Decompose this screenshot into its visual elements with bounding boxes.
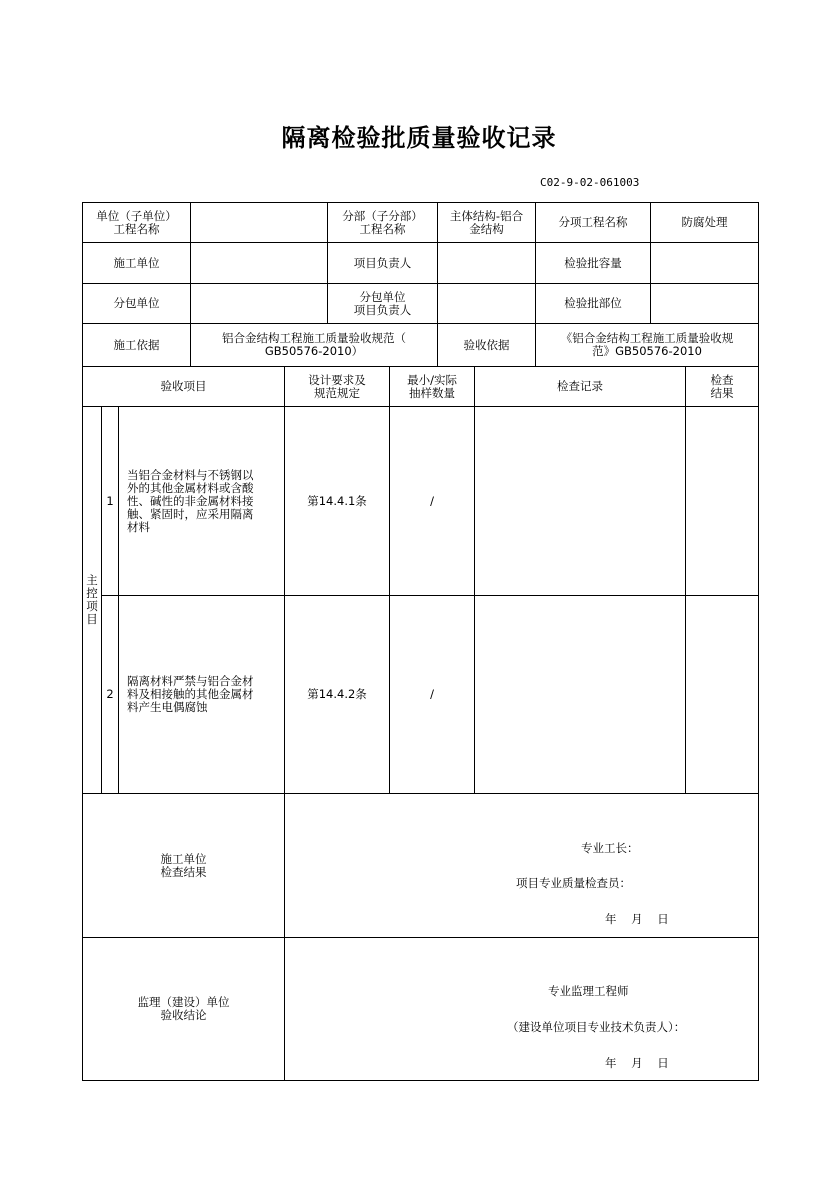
col-header-result: 检查 结果: [686, 367, 759, 407]
col-header-record: 检查记录: [475, 367, 686, 407]
supervision-engineer-label: 专业监理工程师: [548, 984, 629, 998]
form-code: C02-9-02-061003: [540, 176, 640, 189]
item-record[interactable]: [475, 407, 686, 596]
item-desc: 隔离材料严禁与铝合金材料及相接触的其他金属材料产生电偶腐蚀: [119, 596, 285, 794]
col-header-item: 验收项目: [83, 367, 285, 407]
project-manager-label: 项目负责人: [328, 243, 438, 284]
item-sample[interactable]: /: [390, 596, 475, 794]
supervision-area[interactable]: [285, 938, 759, 1081]
division-value[interactable]: 主体结构-铝合 金结构: [438, 203, 536, 243]
item-result[interactable]: [686, 407, 759, 596]
subcontract-manager-label: 分包单位 项目负责人: [328, 284, 438, 324]
basis-value: 铝合金结构工程施工质量验收规范（ GB50576-2010）: [191, 324, 438, 367]
batch-capacity-value[interactable]: [651, 243, 759, 284]
supervision-date-label: 年 月 日: [605, 1056, 669, 1070]
item-record[interactable]: [475, 596, 686, 794]
batch-location-label: 检验批部位: [536, 284, 651, 324]
construction-check-area[interactable]: [285, 794, 759, 938]
subcontract-unit-value[interactable]: [191, 284, 328, 324]
table-row: [83, 407, 759, 596]
item-clause: 第14.4.2条: [285, 596, 390, 794]
acceptance-basis-value: 《铝合金结构工程施工质量验收规 范》GB50576-2010: [536, 324, 759, 367]
foreman-signature-label: 专业工长：: [581, 841, 639, 855]
batch-location-value[interactable]: [651, 284, 759, 324]
subcontract-manager-value[interactable]: [438, 284, 536, 324]
construction-unit-value[interactable]: [191, 243, 328, 284]
project-manager-value[interactable]: [438, 243, 536, 284]
unit-value[interactable]: [191, 203, 328, 243]
main-control-cell: [83, 407, 102, 794]
construction-unit-label: 施工单位: [83, 243, 191, 284]
subitem-label: 分项工程名称: [536, 203, 651, 243]
item-result[interactable]: [686, 596, 759, 794]
acceptance-basis-label: 验收依据: [438, 324, 536, 367]
owner-rep-label: （建设单位项目专业技术负责人）：: [507, 1020, 686, 1034]
item-no: 1: [102, 407, 119, 596]
unit-label: 单位（子单位） 工程名称: [83, 203, 191, 243]
header-table: [82, 202, 759, 367]
col-header-design: 设计要求及 规范规定: [285, 367, 390, 407]
item-no: 2: [102, 596, 119, 794]
table-row: [83, 596, 759, 794]
quality-inspector-label: 项目专业质量检查员：: [516, 876, 631, 890]
division-label: 分部（子分部） 工程名称: [328, 203, 438, 243]
inspection-table: [82, 366, 759, 1081]
main-control-label: 主控项目: [86, 573, 98, 626]
page-title: 隔离检验批质量验收记录: [281, 124, 557, 152]
basis-label: 施工依据: [83, 324, 191, 367]
item-sample[interactable]: /: [390, 407, 475, 596]
subcontract-unit-label: 分包单位: [83, 284, 191, 324]
construction-date-label: 年 月 日: [605, 912, 669, 926]
subitem-value[interactable]: 防腐处理: [651, 203, 759, 243]
col-header-sample: 最小/实际 抽样数量: [390, 367, 475, 407]
construction-check-label: 施工单位 检查结果: [83, 794, 285, 938]
item-clause: 第14.4.1条: [285, 407, 390, 596]
batch-capacity-label: 检验批容量: [536, 243, 651, 284]
item-desc: 当铝合金材料与不锈钢以外的其他金属材料或含酸性、碱性的非金属材料接触、紧固时，应采用隔离材料: [119, 407, 285, 596]
supervision-label: 监理（建设）单位 验收结论: [83, 938, 285, 1081]
